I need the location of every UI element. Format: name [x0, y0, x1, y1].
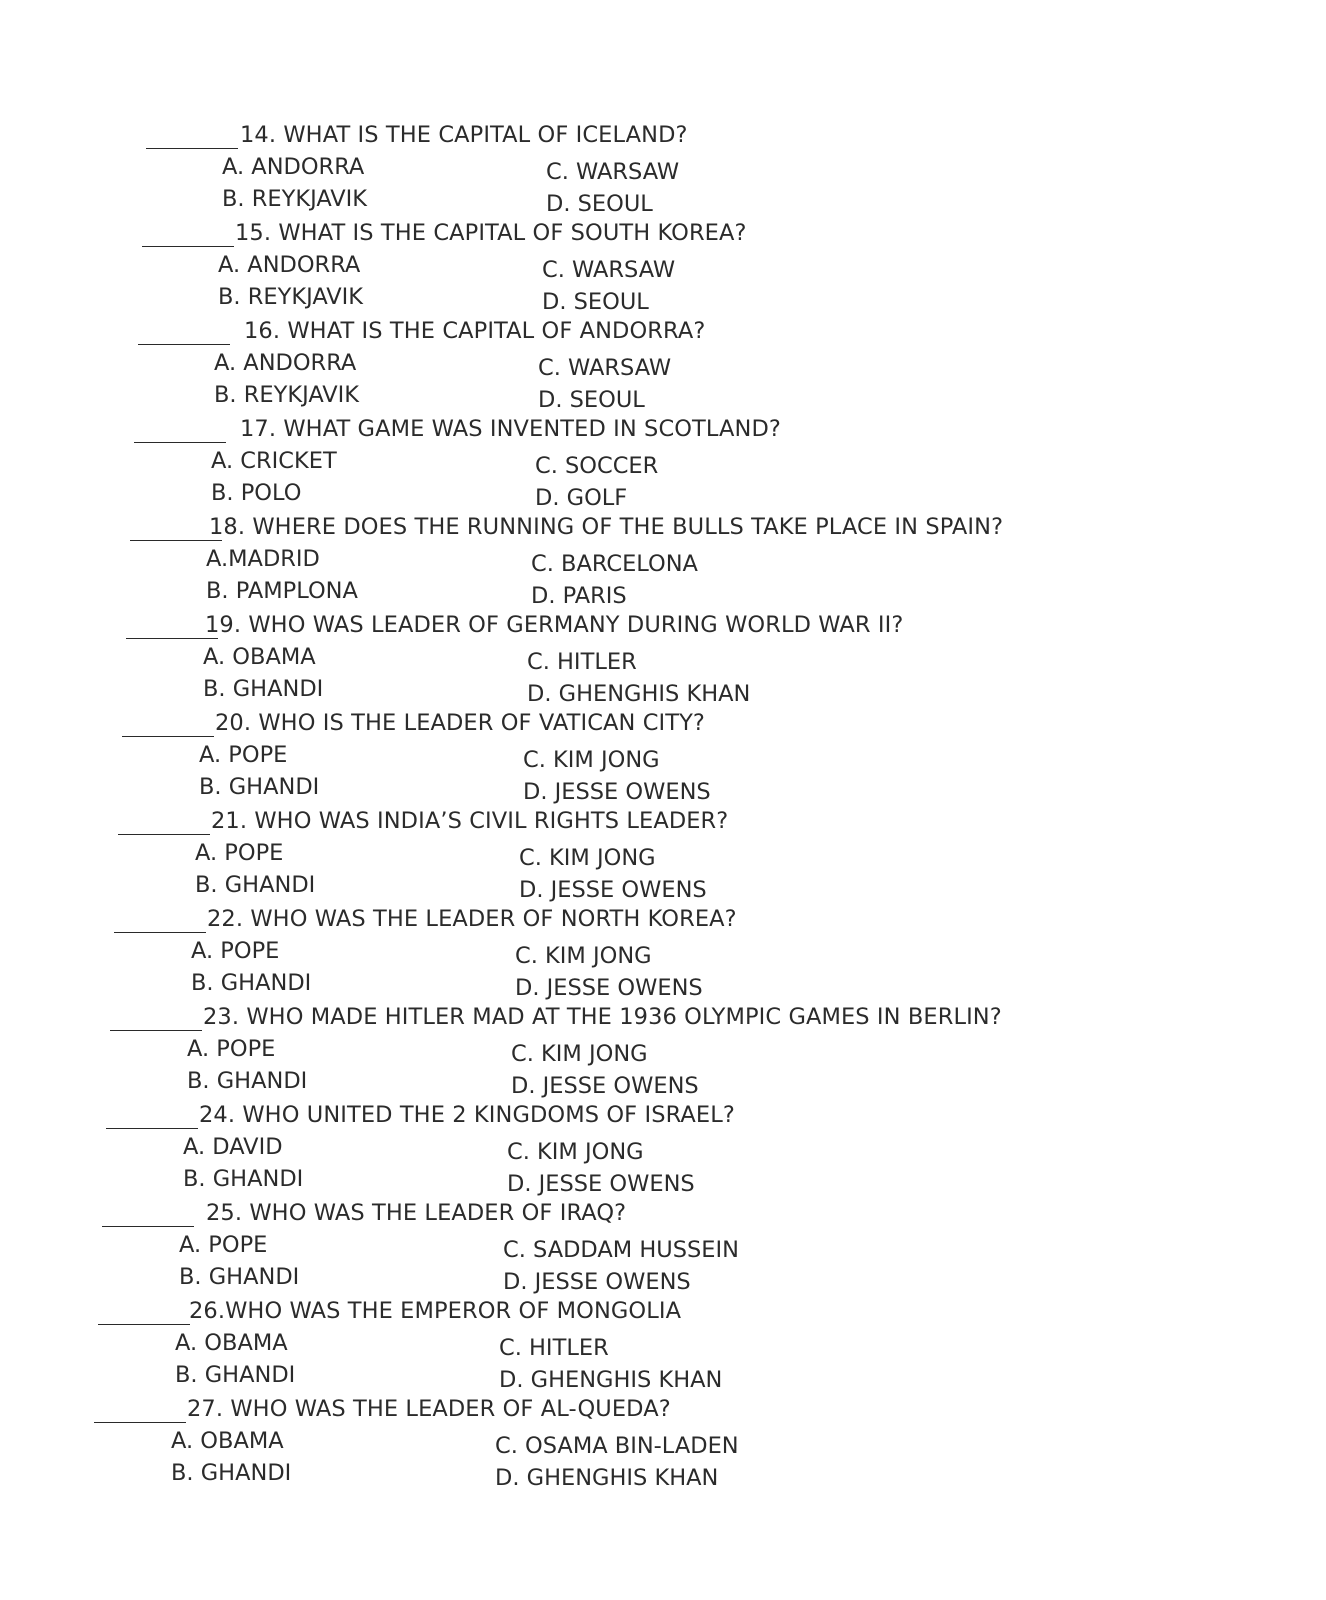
question-text: 17. WHAT GAME WAS INVENTED IN SCOTLAND? [240, 416, 781, 442]
option-a: A.MADRID [206, 546, 320, 572]
answer-blank[interactable] [122, 736, 214, 737]
question-23 [0, 1000, 1326, 1099]
answer-blank[interactable] [138, 344, 230, 345]
option-d: D. GHENGHIS KHAN [527, 681, 751, 707]
option-c: C. KIM JONG [515, 943, 652, 969]
option-d: D. JESSE OWENS [511, 1073, 699, 1099]
option-b: B. REYKJAVIK [222, 186, 368, 212]
question-text: 19. WHO WAS LEADER OF GERMANY DURING WORLD WAR II? [205, 612, 904, 638]
option-c: C. BARCELONA [531, 551, 698, 577]
option-a: A. POPE [195, 840, 284, 866]
question-24 [0, 1098, 1326, 1197]
option-d: D. SEOUL [542, 289, 649, 315]
question-text: 20. WHO IS THE LEADER OF VATICAN CITY? [215, 710, 705, 736]
option-a: A. POPE [187, 1036, 276, 1062]
option-a: A. POPE [191, 938, 280, 964]
option-a: A. ANDORRA [222, 154, 365, 180]
question-18 [0, 510, 1326, 609]
question-22 [0, 902, 1326, 1001]
answer-blank[interactable] [142, 246, 234, 247]
question-19 [0, 608, 1326, 707]
option-d: D. JESSE OWENS [503, 1269, 691, 1295]
question-text: 21. WHO WAS INDIA’S CIVIL RIGHTS LEADER? [211, 808, 729, 834]
question-text: 14. WHAT IS THE CAPITAL OF ICELAND? [240, 122, 688, 148]
question-25 [0, 1196, 1326, 1295]
question-text: 24. WHO UNITED THE 2 KINGDOMS OF ISRAEL? [199, 1102, 735, 1128]
answer-blank[interactable] [146, 148, 238, 149]
question-text: 22. WHO WAS THE LEADER OF NORTH KOREA? [207, 906, 737, 932]
option-d: D. JESSE OWENS [507, 1171, 695, 1197]
answer-blank[interactable] [126, 638, 218, 639]
option-b: B. GHANDI [195, 872, 316, 898]
option-b: B. GHANDI [187, 1068, 308, 1094]
answer-blank[interactable] [118, 834, 210, 835]
option-d: D. GHENGHIS KHAN [495, 1465, 719, 1491]
option-c: C. SOCCER [535, 453, 659, 479]
question-text: 15. WHAT IS THE CAPITAL OF SOUTH KOREA? [235, 220, 747, 246]
option-c: C. WARSAW [542, 257, 676, 283]
option-a: A. ANDORRA [214, 350, 357, 376]
question-15 [0, 216, 1326, 315]
option-c: C. HITLER [499, 1335, 609, 1361]
option-d: D. GHENGHIS KHAN [499, 1367, 723, 1393]
option-c: C. WARSAW [546, 159, 680, 185]
option-d: D. SEOUL [538, 387, 645, 413]
option-d: D. JESSE OWENS [519, 877, 707, 903]
option-b: B. REYKJAVIK [218, 284, 364, 310]
option-b: B. GHANDI [171, 1460, 292, 1486]
option-c: C. KIM JONG [523, 747, 660, 773]
option-c: C. OSAMA BIN-LADEN [495, 1433, 739, 1459]
option-b: B. GHANDI [199, 774, 320, 800]
question-text: 27. WHO WAS THE LEADER OF AL-QUEDA? [187, 1396, 671, 1422]
question-16 [0, 314, 1326, 413]
option-a: A. OBAMA [203, 644, 316, 670]
question-text: 25. WHO WAS THE LEADER OF IRAQ? [206, 1200, 627, 1226]
option-c: C. SADDAM HUSSEIN [503, 1237, 739, 1263]
answer-blank[interactable] [102, 1226, 194, 1227]
option-b: B. POLO [211, 480, 302, 506]
option-c: C. WARSAW [538, 355, 672, 381]
question-text: 26.WHO WAS THE EMPEROR OF MONGOLIA [189, 1298, 682, 1324]
option-c: C. KIM JONG [507, 1139, 644, 1165]
option-d: D. JESSE OWENS [515, 975, 703, 1001]
question-21 [0, 804, 1326, 903]
option-a: A. OBAMA [171, 1428, 284, 1454]
question-20 [0, 706, 1326, 805]
answer-blank[interactable] [130, 540, 222, 541]
option-b: B. GHANDI [175, 1362, 296, 1388]
answer-blank[interactable] [110, 1030, 202, 1031]
option-a: A. DAVID [183, 1134, 283, 1160]
option-d: D. JESSE OWENS [523, 779, 711, 805]
option-d: D. SEOUL [546, 191, 653, 217]
question-text: 16. WHAT IS THE CAPITAL OF ANDORRA? [244, 318, 706, 344]
question-27 [0, 1392, 1326, 1491]
option-a: A. OBAMA [175, 1330, 288, 1356]
option-d: D. GOLF [535, 485, 628, 511]
question-26 [0, 1294, 1326, 1393]
option-b: B. REYKJAVIK [214, 382, 360, 408]
answer-blank[interactable] [114, 932, 206, 933]
option-c: C. KIM JONG [519, 845, 656, 871]
question-14 [0, 118, 1326, 217]
option-c: C. HITLER [527, 649, 637, 675]
option-a: A. ANDORRA [218, 252, 361, 278]
option-a: A. POPE [199, 742, 288, 768]
option-b: B. GHANDI [191, 970, 312, 996]
answer-blank[interactable] [98, 1324, 190, 1325]
option-a: A. CRICKET [211, 448, 337, 474]
answer-blank[interactable] [94, 1422, 186, 1423]
option-d: D. PARIS [531, 583, 627, 609]
question-text: 23. WHO MADE HITLER MAD AT THE 1936 OLYMPIC GAMES IN BERLIN? [203, 1004, 1002, 1030]
option-c: C. KIM JONG [511, 1041, 648, 1067]
option-b: B. PAMPLONA [206, 578, 358, 604]
option-a: A. POPE [179, 1232, 268, 1258]
answer-blank[interactable] [134, 442, 226, 443]
answer-blank[interactable] [106, 1128, 198, 1129]
question-17 [0, 412, 1326, 511]
option-b: B. GHANDI [203, 676, 324, 702]
question-text: 18. WHERE DOES THE RUNNING OF THE BULLS TAKE PLACE IN SPAIN? [209, 514, 1004, 540]
option-b: B. GHANDI [183, 1166, 304, 1192]
option-b: B. GHANDI [179, 1264, 300, 1290]
